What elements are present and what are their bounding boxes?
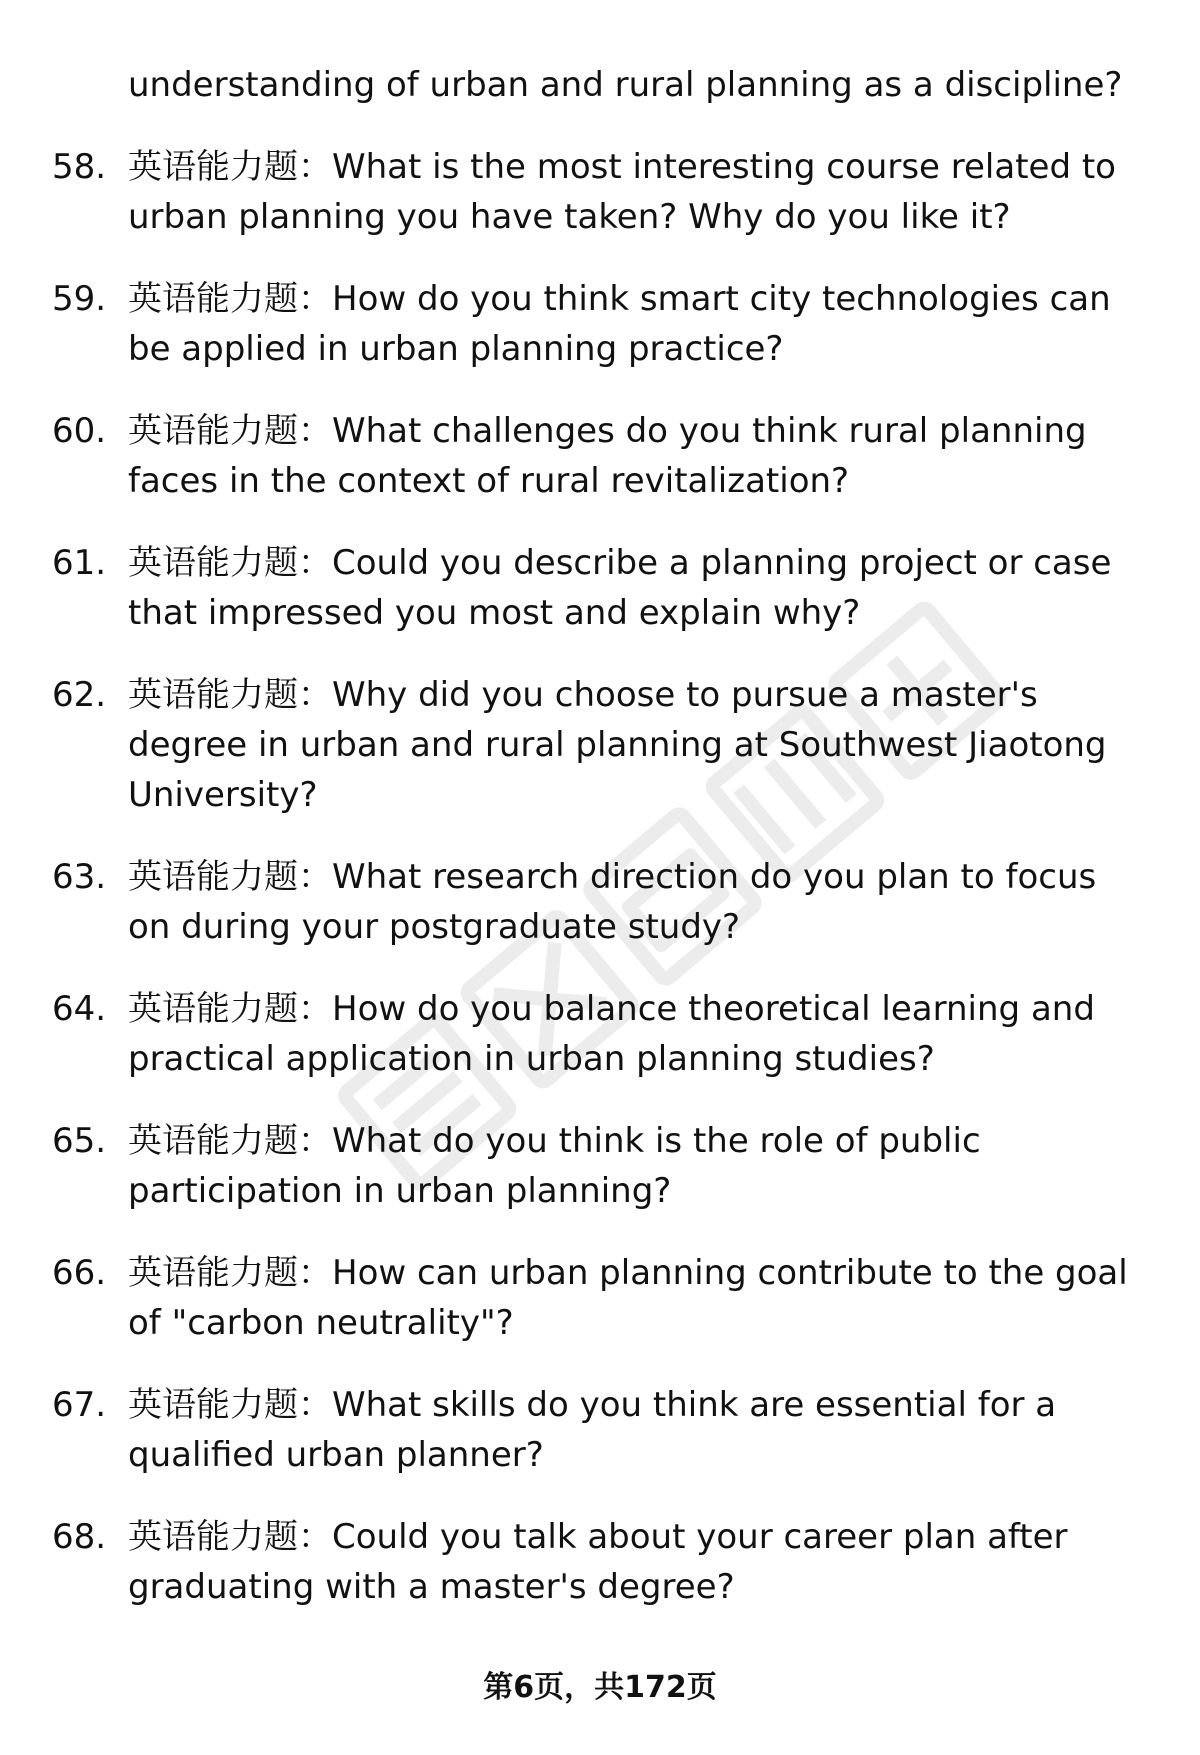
- question-item: [0, 274, 1200, 406]
- question-tag: 英语能力题：: [128, 989, 332, 1029]
- question-list: [0, 142, 1200, 1644]
- question-tag: 英语能力题：: [128, 1385, 332, 1425]
- question-text: How can urban planning contribute to the goal of "carbon neutrality"?: [128, 1253, 1128, 1343]
- question-number: 59.: [52, 279, 107, 319]
- question-text: What research direction do you plan to focus on during your postgraduate study?: [128, 857, 1097, 947]
- question-number: 61.: [52, 543, 107, 583]
- question-tag: 英语能力题：: [128, 857, 332, 897]
- question-number: 66.: [52, 1253, 107, 1293]
- question-item: [0, 142, 1200, 274]
- question-item: [0, 1116, 1200, 1248]
- question-number: 65.: [52, 1121, 107, 1161]
- question-text-block: [128, 1248, 1143, 1348]
- question-item: [0, 1248, 1200, 1380]
- question-text: How do you think smart city technologies can be applied in urban planning practice?: [128, 279, 1111, 369]
- question-tag: 英语能力题：: [128, 543, 332, 583]
- question-tag: 英语能力题：: [128, 147, 332, 187]
- question-text-block: [128, 406, 1143, 506]
- question-text-block: [128, 1380, 1143, 1480]
- question-item: [0, 406, 1200, 538]
- question-tag: 英语能力题：: [128, 1517, 332, 1557]
- question-text: What do you think is the role of public participation in urban planning?: [128, 1121, 981, 1211]
- question-tag: 英语能力题：: [128, 1253, 332, 1293]
- question-tag: 英语能力题：: [128, 411, 332, 451]
- question-number: 60.: [52, 411, 107, 451]
- continuation-text: understanding of urban and rural planning as a discipline?: [128, 65, 1123, 105]
- question-number: 62.: [52, 675, 107, 715]
- question-item: [0, 1512, 1200, 1644]
- question-text: What is the most interesting course related to urban planning you have taken? Why do you like it?: [128, 147, 1116, 237]
- question-text: Could you talk about your career plan after graduating with a master's degree?: [128, 1517, 1068, 1607]
- question-text-block: [128, 142, 1143, 242]
- question-text-block: [128, 538, 1143, 638]
- question-item: [0, 538, 1200, 670]
- question-text: How do you balance theoretical learning and practical application in urban planning studies?: [128, 989, 1095, 1079]
- question-text-block: [128, 670, 1143, 820]
- question-tag: 英语能力题：: [128, 279, 332, 319]
- question-text: Could you describe a planning project or case that impressed you most and explain why?: [128, 543, 1112, 633]
- question-item: [0, 984, 1200, 1116]
- question-text: What challenges do you think rural planning faces in the context of rural revitalization?: [128, 411, 1087, 501]
- question-tag: 英语能力题：: [128, 1121, 332, 1161]
- question-text-block: [128, 852, 1143, 952]
- question-item: [0, 1380, 1200, 1512]
- page-footer: 第6页，共172页: [483, 1670, 717, 1705]
- question-text-block: [128, 1116, 1143, 1216]
- question-number: 63.: [52, 857, 107, 897]
- question-number: 58.: [52, 147, 107, 187]
- question-number: 64.: [52, 989, 107, 1029]
- question-text-block: [128, 1512, 1143, 1612]
- question-tag: 英语能力题：: [128, 675, 332, 715]
- question-item: [0, 852, 1200, 984]
- question-text-block: [128, 274, 1143, 374]
- question-item: [0, 670, 1200, 852]
- question-number: 67.: [52, 1385, 107, 1425]
- question-text: What skills do you think are essential for a qualified urban planner?: [128, 1385, 1057, 1475]
- question-text-block: [128, 984, 1143, 1084]
- question-number: 68.: [52, 1517, 107, 1557]
- question-text: Why did you choose to pursue a master's degree in urban and rural planning at Southwest Jiaotong University?: [128, 675, 1107, 815]
